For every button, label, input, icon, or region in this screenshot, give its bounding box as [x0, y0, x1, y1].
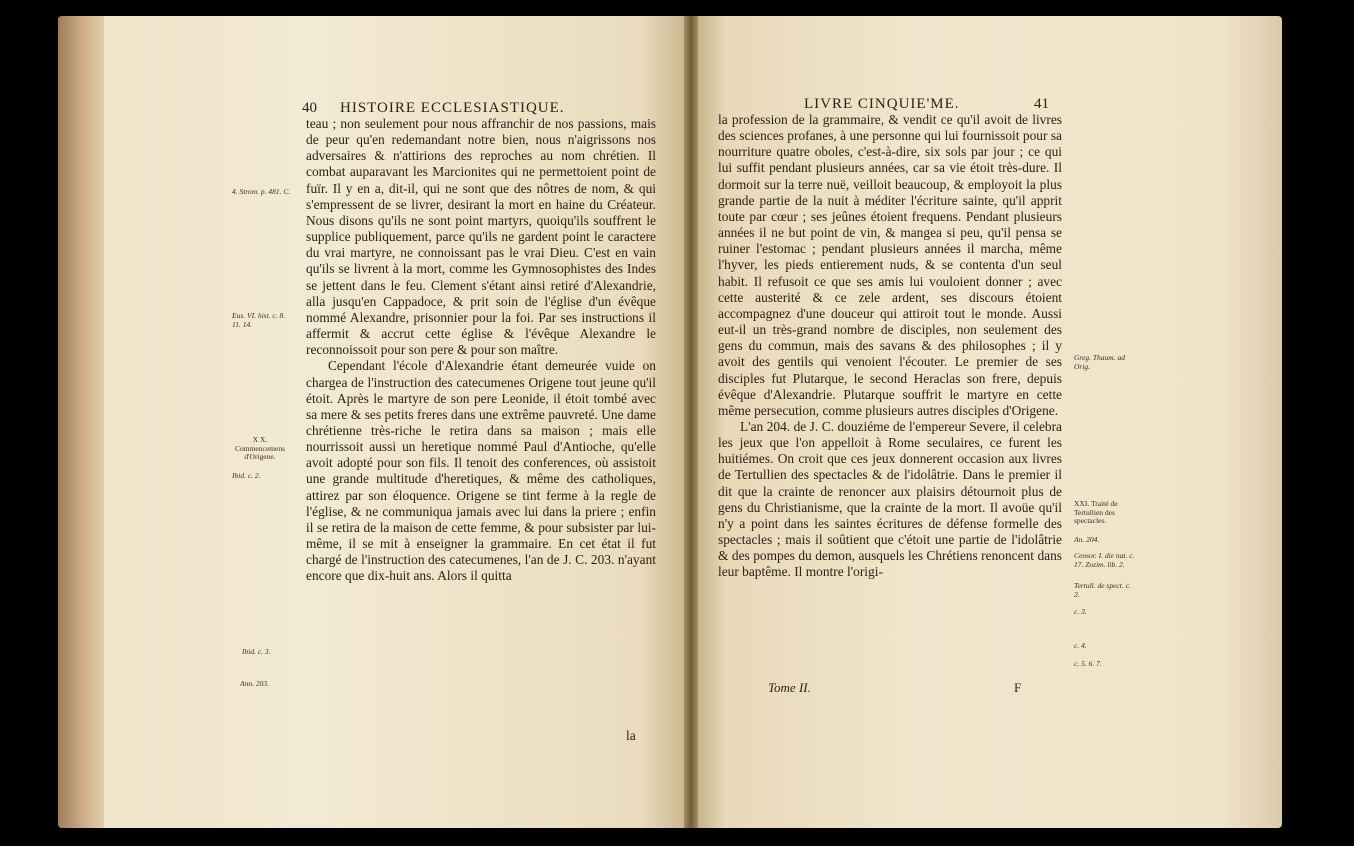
margin-note: c. 3.	[1074, 607, 1087, 616]
left-paragraph-1: teau ; non seulement pour nous affranchir de nos passions, mais de peur qu'en redemandant notre bien, nous n'aigrissons nos adversaires & n'attirions des reproches au nom chrétien. Il combat auparavant les Marcionites qui ne permettoient point de fuïr. Il y en a, dit-il, qui ne sont que des nôtres de nom, & qui s'empressent de se livrer, desirant la mort en haine du Créateur. Nous disons qu'ils ne sont point martyrs, quoiqu'ils souffrent le supplice publiquement, parce qu'ils ne gardent point le caractere du vrai martyre, ne connoissant pas le vrai Dieu. C'est en vain qu'ils se livrent à la mort, comme les Gymnosophistes des Indes se jettent dans le feu. Clement s'étant ainsi retiré d'Alexandrie, alla jusqu'en Cappadoce, & prit soin de l'église d'un évêque nommé Alexandre, prisonnier pour la foi. Par ses instructions il affermit & accrut cette église & l'évêque Alexandre le reconnoissoit pour son pere & pour son maître.	[306, 116, 656, 358]
page-edges	[58, 16, 104, 828]
right-page	[690, 16, 1282, 828]
running-head-left: HISTOIRE ECCLESIASTIQUE.	[340, 100, 565, 116]
margin-note: Ibid. c. 3.	[242, 647, 271, 656]
margin-note: c. 4.	[1074, 641, 1087, 650]
margin-note: Tertull. de spect. c. 2.	[1074, 581, 1131, 599]
left-paragraph-2: Cependant l'école d'Alexandrie étant demeurée vuide on chargea de l'instruction des catecumenes Origene tout jeune qu'il étoit. Après le martyre de son pere Leonide, il étoit tombé avec sa mere & ses petits freres dans une extrême pauvreté. Une dame chrétienne très-riche le retira dans sa maison ; mais elle nourrissoit aussi un heretique nommé Paul d'Antioche, qu'elle avoit adopté pour son fils. Il tenoit des conferences, où assistoit une grande multitude d'heretiques, & même des catholiques, attirez par son éloquence. Origene se tint ferme à la regle de l'église, & ne communiqua jamais avec lui dans la priere ; enfin il se retira de la maison de cette femme, & pour subsister par lui-même, il se mit à enseigner la grammaire. En cet état il fut chargé de l'instruction des catecumenes, l'an de J. C. 203. n'ayant encore que dix-huit ans. Alors il quitta	[306, 358, 656, 584]
signature-mark: F	[1014, 680, 1022, 695]
margin-note: X X. Commencemens d'Origene.	[235, 435, 285, 461]
margin-note: c. 5. 6. 7.	[1074, 659, 1102, 668]
page-number-right: 41	[1034, 96, 1049, 112]
left-page	[58, 16, 690, 828]
margin-note: 4. Strom. p. 481. C.	[232, 187, 291, 196]
right-paragraph-2: L'an 204. de J. C. douziéme de l'empereur Severe, il celebra les jeux que l'on appelloit à Rome seculaires, ce furent les huitiémes. On croit que ces jeux donnerent occasion aux livres de Tertullien des spectacles & de l'idolâtrie. Dans le premier il dit que la crainte de renoncer aux plaisirs détournoit plus de gens du Christianisme, que la crainte de la mort. Il avoüe qu'il n'y a point dans les saintes écritures de défense formelle des spectacles ; mais il soûtient que c'étoit une partie de l'idolâtrie & des pompes du demon, ausquels les Chrétiens renoncent dans leur baptême. Il montre l'origi-	[718, 418, 1062, 580]
right-paragraph-1: la profession de la grammaire, & vendit ce qu'il avoit de livres des sciences profanes, à une personne qui lui fournissoit pour sa nourriture quatre oboles, c'est-à-dire, six sols par jour ; ce qui lui suffit pendant plusieurs années, car sa vie étoit très-dure. Il dormoit sur la terre nuë, veilloit beaucoup, & employoit la plus grande partie de la nuit à méditer l'écriture sainte, qu'il apprit toute par cœur ; ses jeûnes étoient frequens. Pendant plusieurs années il ne but point de vin, & mangea si peu, qu'il pensa se ruiner l'estomac ; pendant plusieurs années il marcha, même l'hyver, les pieds entierement nuds, & se contenta d'un seul habit. Il refusoit ce que ses amis lui vouloient donner ; avec cette austerité & ce zele ardent, ses discours étoient accompagnez d'une douceur qui attiroit tout le monde. Aussi eut-il un très-grand nombre de disciples, non seulement des gens du commun, mais des savans & des philosophes ; il y avoit des gentils qui venoient l'écouter. Le premier de ses disciples fut Plutarque, le second Heraclas son frere, depuis évêque d'Alexandrie. Plutarque souffrit le martyre en cette même persecution, comme plusieurs autres disciples d'Origene.	[718, 112, 1062, 418]
margin-note: XXI. Traité de Tertullien des spectacles.	[1074, 499, 1118, 525]
margin-note: Censor. I. die nat. c. 17. Zozim. lib. 2.	[1074, 551, 1135, 569]
margin-note: An. 204.	[1074, 535, 1100, 544]
margin-note: Ibid. c. 2.	[232, 471, 261, 480]
margin-note: Greg. Thaum. ad Orig.	[1074, 353, 1125, 371]
margin-note: Ann. 203.	[240, 679, 269, 688]
volume-footer: Tome II.	[768, 680, 811, 695]
left-body-text	[306, 116, 656, 585]
right-body-text	[718, 112, 1062, 581]
open-book	[58, 16, 1282, 828]
book-gutter	[684, 16, 698, 828]
margin-note: Eus. VI. hist. c. 8. 11. 14.	[232, 311, 286, 329]
catchword: la	[626, 728, 636, 743]
page-number-left: 40	[302, 100, 317, 116]
running-head-right: LIVRE CINQUIE'ME.	[804, 96, 960, 112]
